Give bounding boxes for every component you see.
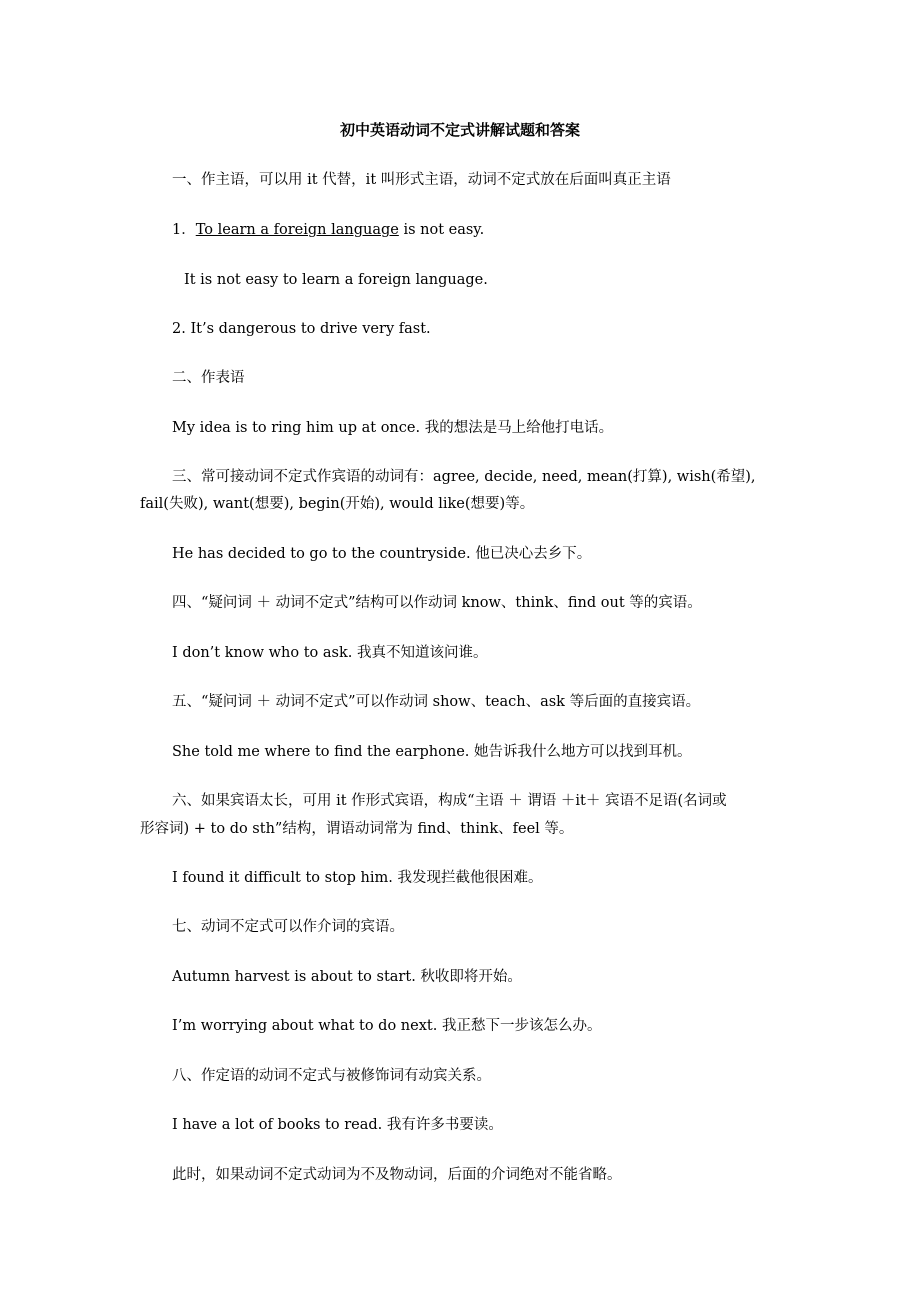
section1-example1-rewrite: It is not easy to learn a foreign language. [184, 272, 488, 288]
section3-heading-line1: 三、常可接动词不定式作宾语的动词有：agree, decide, need, mean(打算), wish(希望), [172, 469, 756, 485]
section4-example: I don’t know who to ask. 我真不知道该问谁。 [172, 645, 488, 661]
section8-example: I have a lot of books to read. 我有许多书要读。 [172, 1117, 503, 1133]
section5-example: She told me where to find the earphone. 她告诉我什么地方可以找到耳机。 [172, 744, 692, 760]
section8-heading: 八、作定语的动词不定式与被修饰词有动宾关系。 [172, 1068, 491, 1084]
section7-heading: 七、动词不定式可以作介词的宾语。 [172, 919, 404, 935]
section5-heading: 五、“疑问词 ＋ 动词不定式”可以作动词 show、teach、ask 等后面的直接宾语。 [172, 694, 701, 710]
example1-underlined-subject: To learn a foreign language [195, 222, 399, 238]
section6-example: I found it difficult to stop him. 我发现拦截他很困难。 [172, 870, 543, 886]
section3-example: He has decided to go to the countryside. 他已决心去乡下。 [172, 546, 592, 562]
section2-example: My idea is to ring him up at once. 我的想法是马上给他打电话。 [172, 420, 614, 436]
section7-example2: I’m worrying about what to do next. 我正愁下一步该怎么办。 [172, 1018, 602, 1034]
section3-heading-line2: fail(失败), want(想要), begin(开始), would like(想要)等。 [140, 496, 535, 512]
example1-number: 1． [172, 222, 196, 238]
example1-rest: is not easy. [398, 222, 485, 238]
section4-heading: 四、“疑问词 ＋ 动词不定式”结构可以作动词 know、think、find out 等的宾语。 [172, 595, 702, 611]
section7-example1: Autumn harvest is about to start. 秋收即将开始。 [172, 969, 522, 985]
section1-example1 [172, 219, 484, 241]
document-title: 初中英语动词不定式讲解试题和答案 [339, 121, 580, 139]
section1-example2: 2. It’s dangerous to drive very fast. [172, 321, 431, 337]
section6-heading-line1: 六、如果宾语太长，可用 it 作形式宾语，构成“主语 ＋ 谓语 ＋it＋ 宾语不足语(名词或 [172, 793, 727, 809]
section2-heading: 二、作表语 [172, 370, 245, 386]
section1-heading: 一、作主语，可以用 it 代替，it 叫形式主语，动词不定式放在后面叫真正主语 [172, 172, 671, 188]
section6-heading-line2: 形容词) + to do sth”结构，谓语动词常为 find、think、feel 等。 [140, 821, 574, 837]
section8-note: 此时，如果动词不定式动词为不及物动词，后面的介词绝对不能省略。 [172, 1167, 622, 1183]
